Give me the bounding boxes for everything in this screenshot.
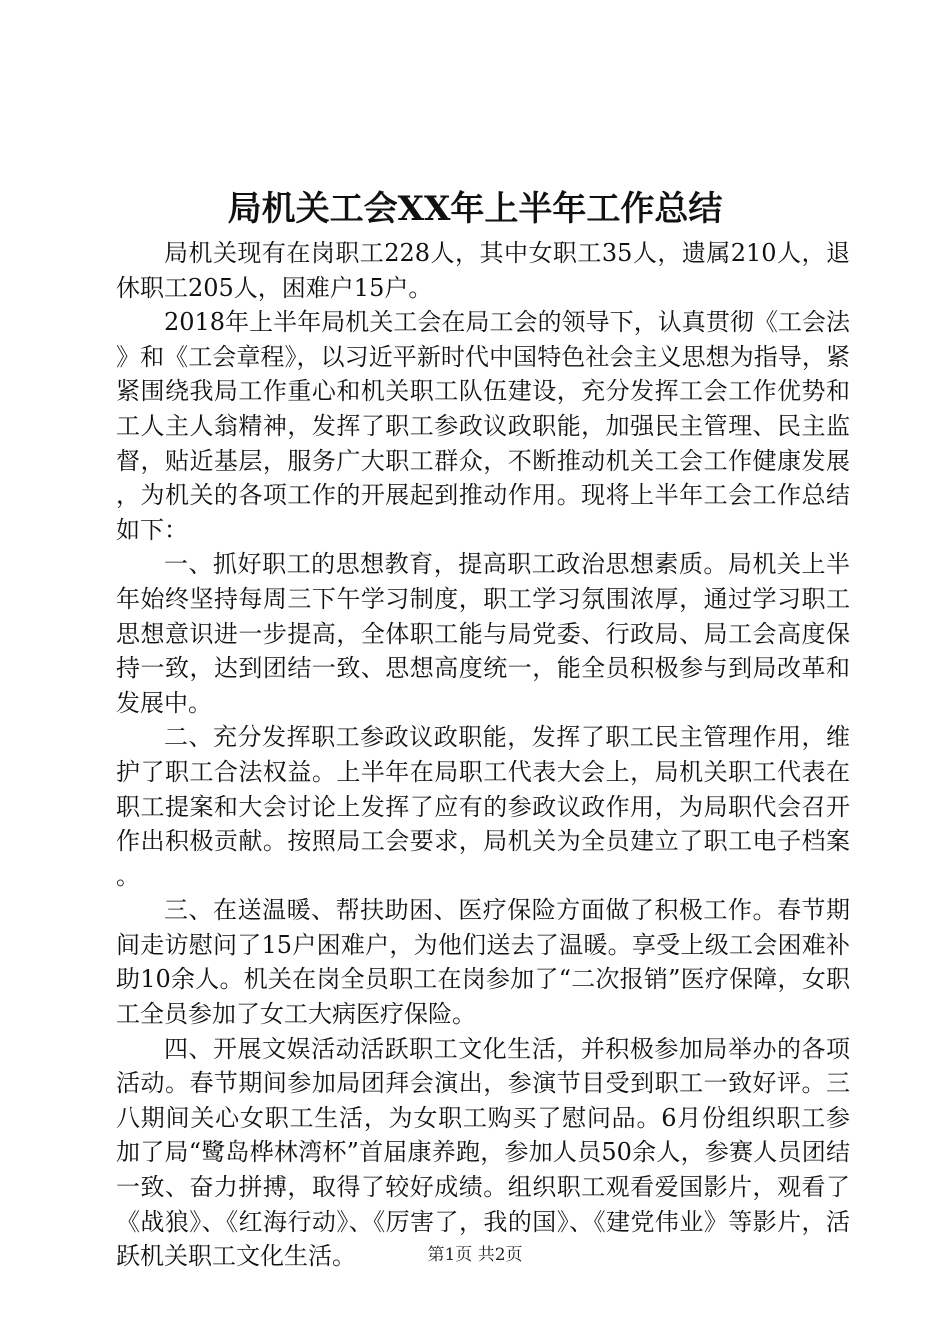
paragraph-section-4: 四、开展文娱活动活跃职工文化生活，并积极参加局举办的各项活动。春节期间参加局团拜会演出，参演节目受到职工一致好评。三八期间关心女职工生活，为女职工购买了慰问品。6月份组织职工参加了局“鹭岛桦林湾杯”首届康养跑，参加人员50余人，参赛人员团结一致、奋力拼搏，取得了较好成绩。组织职工观看爱国影片，观看了《战狼》、《红海行动》、《厉害了，我的国》、《建党伟业》等影片，活跃机关职工文化生活。 — [116, 1034, 850, 1271]
paragraph-staff-count: 局机关现有在岗职工228人，其中女职工35人，遗属210人，退休职工205人，困难户15户。 — [116, 239, 850, 302]
paragraph-section-1: 一、抓好职工的思想教育，提高职工政治思想素质。局机关上半年始终坚持每周三下午学习制度，职工学习氛围浓厚，通过学习职工思想意识进一步提高，全体职工能与局党委、行政局、局工会高度保持一致，达到团结一致、思想高度统一，能全员积极参与到局改革和发展中。 — [116, 550, 850, 717]
page-number-footer: 第1页 共2页 — [427, 1245, 523, 1265]
paragraph-section-3: 三、在送温暖、帮扶助困、医疗保险方面做了积极工作。春节期间走访慰问了15户困难户，为他们送去了温暖。享受上级工会困难补助10余人。机关在岗全员职工在岗参加了“二次报销”医疗保障，女职工全员参加了女工大病医疗保险。 — [116, 896, 850, 1029]
document-body — [116, 236, 850, 1274]
paragraph-introduction: 2018年上半年局机关工会在局工会的领导下，认真贯彻《工会法》和《工会章程》，以习近平新时代中国特色社会主义思想为指导，紧紧围绕我局工作重心和机关职工队伍建设，充分发挥工会工作优势和工人主人翁精神，发挥了职工参政议政职能，加强民主管理、民主监督，贴近基层，服务广大职工群众，不断推动机关工会工作健康发展，为机关的各项工作的开展起到推动作用。现将上半年工会工作总结如下： — [116, 308, 850, 544]
paragraph-section-2: 二、充分发挥职工参政议政职能，发挥了职工民主管理作用，维护了职工合法权益。上半年在局职工代表大会上，局机关职工代表在职工提案和大会讨论上发挥了应有的参政议政作用，为局职代会召开作出积极贡献。按照局工会要求，局机关为全员建立了职工电子档案。 — [116, 723, 850, 890]
document-title: 局机关工会XX年上半年工作总结 — [227, 189, 723, 229]
